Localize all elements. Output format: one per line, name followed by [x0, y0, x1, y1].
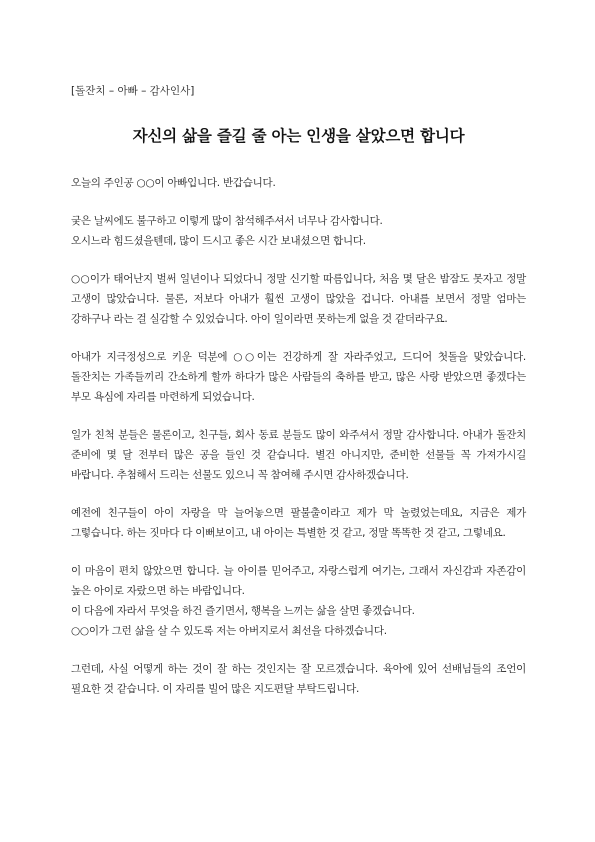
paragraph-line: 이 마음이 편치 않았으면 합니다. 늘 아이를 믿어주고, 자랑스럽게 여기는, 그래서 자신감과 자존감이 높은 아이로 자랐으면 하는 바람입니다.	[71, 565, 526, 597]
paragraph	[71, 503, 526, 543]
paragraph-line: ○○이가 태어난지 벌써 일년이나 되었다니 정말 신기할 따름입니다, 처음 몇 달은 밤잠도 못자고 정말 고생이 많았습니다. 물론, 저보다 아내가 훨씬 고생이 많았을 겁니다. 아내를 보면서 정말 엄마는 강하구나 라는 걸 실감할 수 있었습니다. 아이 일이라면 못하는게 없을 것 같더라구요.	[71, 273, 526, 325]
paragraph-line: 오시느라 힘드셨을텐데, 많이 드시고 좋은 시간 보내셨으면 합니다.	[71, 235, 366, 247]
paragraph-line: 아내가 지극정성으로 키운 덕분에 ○○이는 건강하게 잘 자라주었고, 드디어 첫돌을 맞았습니다. 돌잔치는 가족들끼리 간소하게 할까 하다가 많은 사람들의 축하를 받고, 많은 사랑 받았으면 좋겠다는 부모 욕심에 자리를 마련하게 되었습니다.	[71, 351, 526, 403]
paragraph	[71, 269, 526, 329]
paragraph-line: 오늘의 주인공 ○○이 아빠입니다. 반갑습니다.	[71, 177, 276, 189]
paragraph-line: 일가 친척 분들은 물론이고, 친구들, 회사 동료 분들도 많이 와주셔서 정말 감사합니다. 아내가 돌잔치 준비에 몇 달 전부터 많은 공을 들인 것 같습니다. 별건 아니지만, 준비한 선물들 꼭 가져가시길 바랍니다. 추첨해서 드리는 선물도 있으니 꼭 참여해 주시면 감사하겠습니다.	[71, 429, 526, 481]
paragraph	[71, 659, 526, 699]
paragraph	[71, 173, 526, 193]
paragraph	[71, 425, 526, 485]
paragraph	[71, 347, 526, 407]
paragraph	[71, 211, 526, 251]
paragraph-line: 궂은 날씨에도 불구하고 이렇게 많이 참석해주셔서 너무나 감사합니다.	[71, 215, 383, 227]
paragraph-line: 예전에 친구들이 아이 자랑을 막 늘어놓으면 팔불출이라고 제가 막 놀렸었는데요, 지금은 제가 그렇습니다. 하는 짓마다 다 이뻐보이고, 내 아이는 특별한 것 같고, 정말 똑똑한 것 같고, 그렇네요.	[71, 507, 526, 539]
paragraph-line: ○○이가 그런 삶을 살 수 있도록 저는 아버지로서 최선을 다하겠습니다.	[71, 625, 387, 637]
paragraph	[71, 561, 526, 641]
document-body	[71, 84, 526, 717]
paragraph-line: 그런데, 사실 어떻게 하는 것이 잘 하는 것인지는 잘 모르겠습니다. 육아에 있어 선배님들의 조언이 필요한 것 같습니다. 이 자리를 빌어 많은 지도편달 부탁드립니다.	[71, 663, 526, 695]
document-category: [돌잔치 – 아빠 – 감사인사]	[71, 85, 195, 97]
paragraph-line: 이 다음에 자라서 무엇을 하건 즐기면서, 행복을 느끼는 삶을 살면 좋겠습니다.	[71, 605, 415, 617]
document-title: 자신의 삶을 즐길 줄 아는 인생을 살았으면 합니다	[132, 127, 465, 145]
